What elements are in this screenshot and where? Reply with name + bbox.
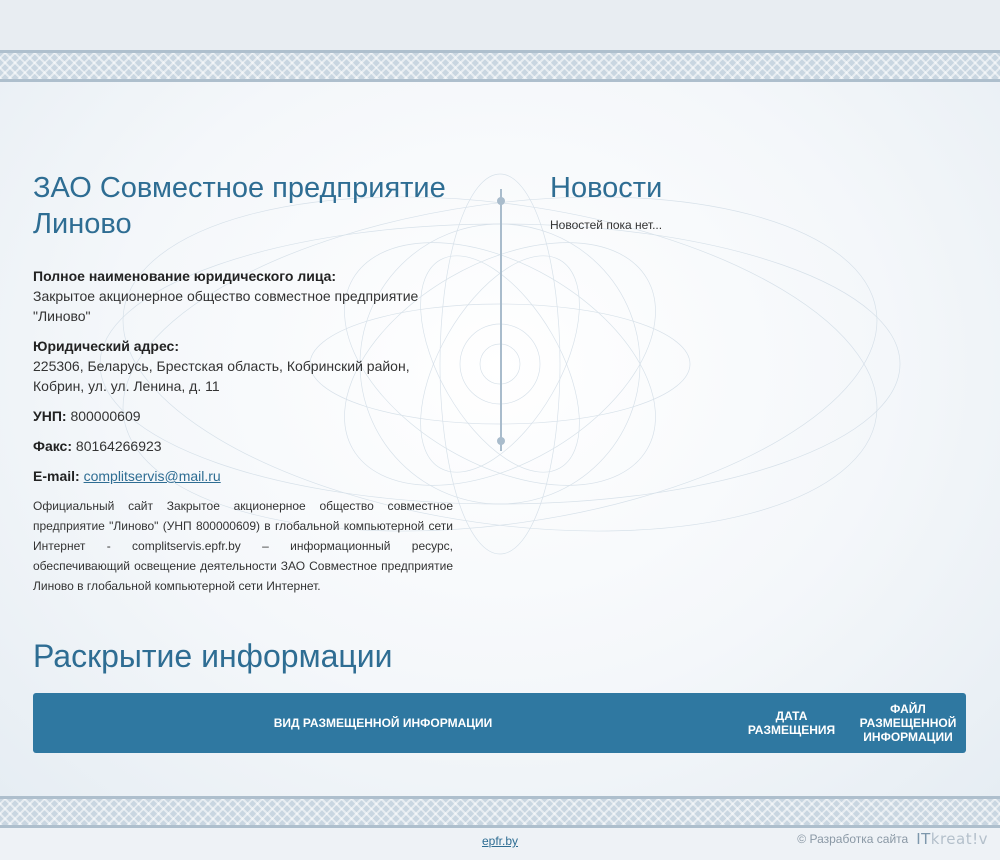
address-value: 225306, Беларусь, Брестская область, Кобринский район, Кобрин, ул. ул. Ленина, д. 11 bbox=[33, 358, 410, 394]
address-label: Юридический адрес: bbox=[33, 338, 179, 354]
news-title: Новости bbox=[550, 172, 663, 204]
news-empty-message: Новостей пока нет... bbox=[550, 218, 663, 232]
fax-row bbox=[33, 436, 453, 456]
column-divider bbox=[500, 189, 502, 451]
top-bar bbox=[0, 0, 1000, 50]
footer-epfr-link[interactable]: epfr.by bbox=[482, 834, 519, 848]
disclosure-table-header bbox=[33, 693, 966, 753]
full-name-row bbox=[33, 266, 453, 326]
logo-it: IT bbox=[916, 830, 931, 848]
email-row bbox=[33, 466, 453, 486]
column-header-file: ФАЙЛ РАЗМЕЩЕННОЙ ИНФОРМАЦИИ bbox=[859, 702, 957, 744]
unp-value: 800000609 bbox=[70, 408, 141, 424]
credit-text: © Разработка сайта bbox=[797, 832, 909, 846]
full-name-value: Закрытое акционерное общество совместное предприятие "Линово" bbox=[33, 288, 419, 324]
fax-label: Факс: bbox=[33, 438, 73, 454]
fax-value: 80164266923 bbox=[75, 438, 162, 454]
main-content bbox=[0, 82, 1000, 796]
developer-credit bbox=[797, 830, 988, 848]
footer-ornament-band bbox=[0, 796, 1000, 828]
footer bbox=[0, 828, 1000, 860]
news-column bbox=[550, 170, 950, 232]
company-info-column bbox=[33, 170, 453, 606]
column-header-info-type: ВИД РАЗМЕЩЕННОЙ ИНФОРМАЦИИ bbox=[273, 716, 493, 730]
site-description: Официальный сайт Закрытое акционерное общество совместное предприятие "Линово" (УНП 800000609) в глобальной компьютерной сети Интернет - complitservis.epfr.by – информационный ресурс, обеспечивающий освещение деятельности ЗАО Совместное предприятие Линово в глобальной компьютерной сети Интернет. bbox=[33, 499, 453, 593]
company-title: ЗАО Совместное предприятие Линово bbox=[33, 172, 446, 240]
column-header-date: ДАТА РАЗМЕЩЕНИЯ bbox=[747, 709, 836, 737]
email-label: E-mail: bbox=[33, 468, 80, 484]
company-details bbox=[33, 266, 453, 596]
logo-rest: kreat!v bbox=[930, 830, 988, 848]
full-name-label: Полное наименование юридического лица: bbox=[33, 268, 337, 284]
unp-row bbox=[33, 406, 453, 426]
disclosure-title: Раскрытие информации bbox=[33, 638, 393, 674]
address-row bbox=[33, 336, 453, 396]
unp-label: УНП: bbox=[33, 408, 67, 424]
itkreativ-logo[interactable] bbox=[916, 830, 988, 848]
header-ornament-band bbox=[0, 50, 1000, 82]
email-link[interactable]: complitservis@mail.ru bbox=[83, 468, 221, 484]
